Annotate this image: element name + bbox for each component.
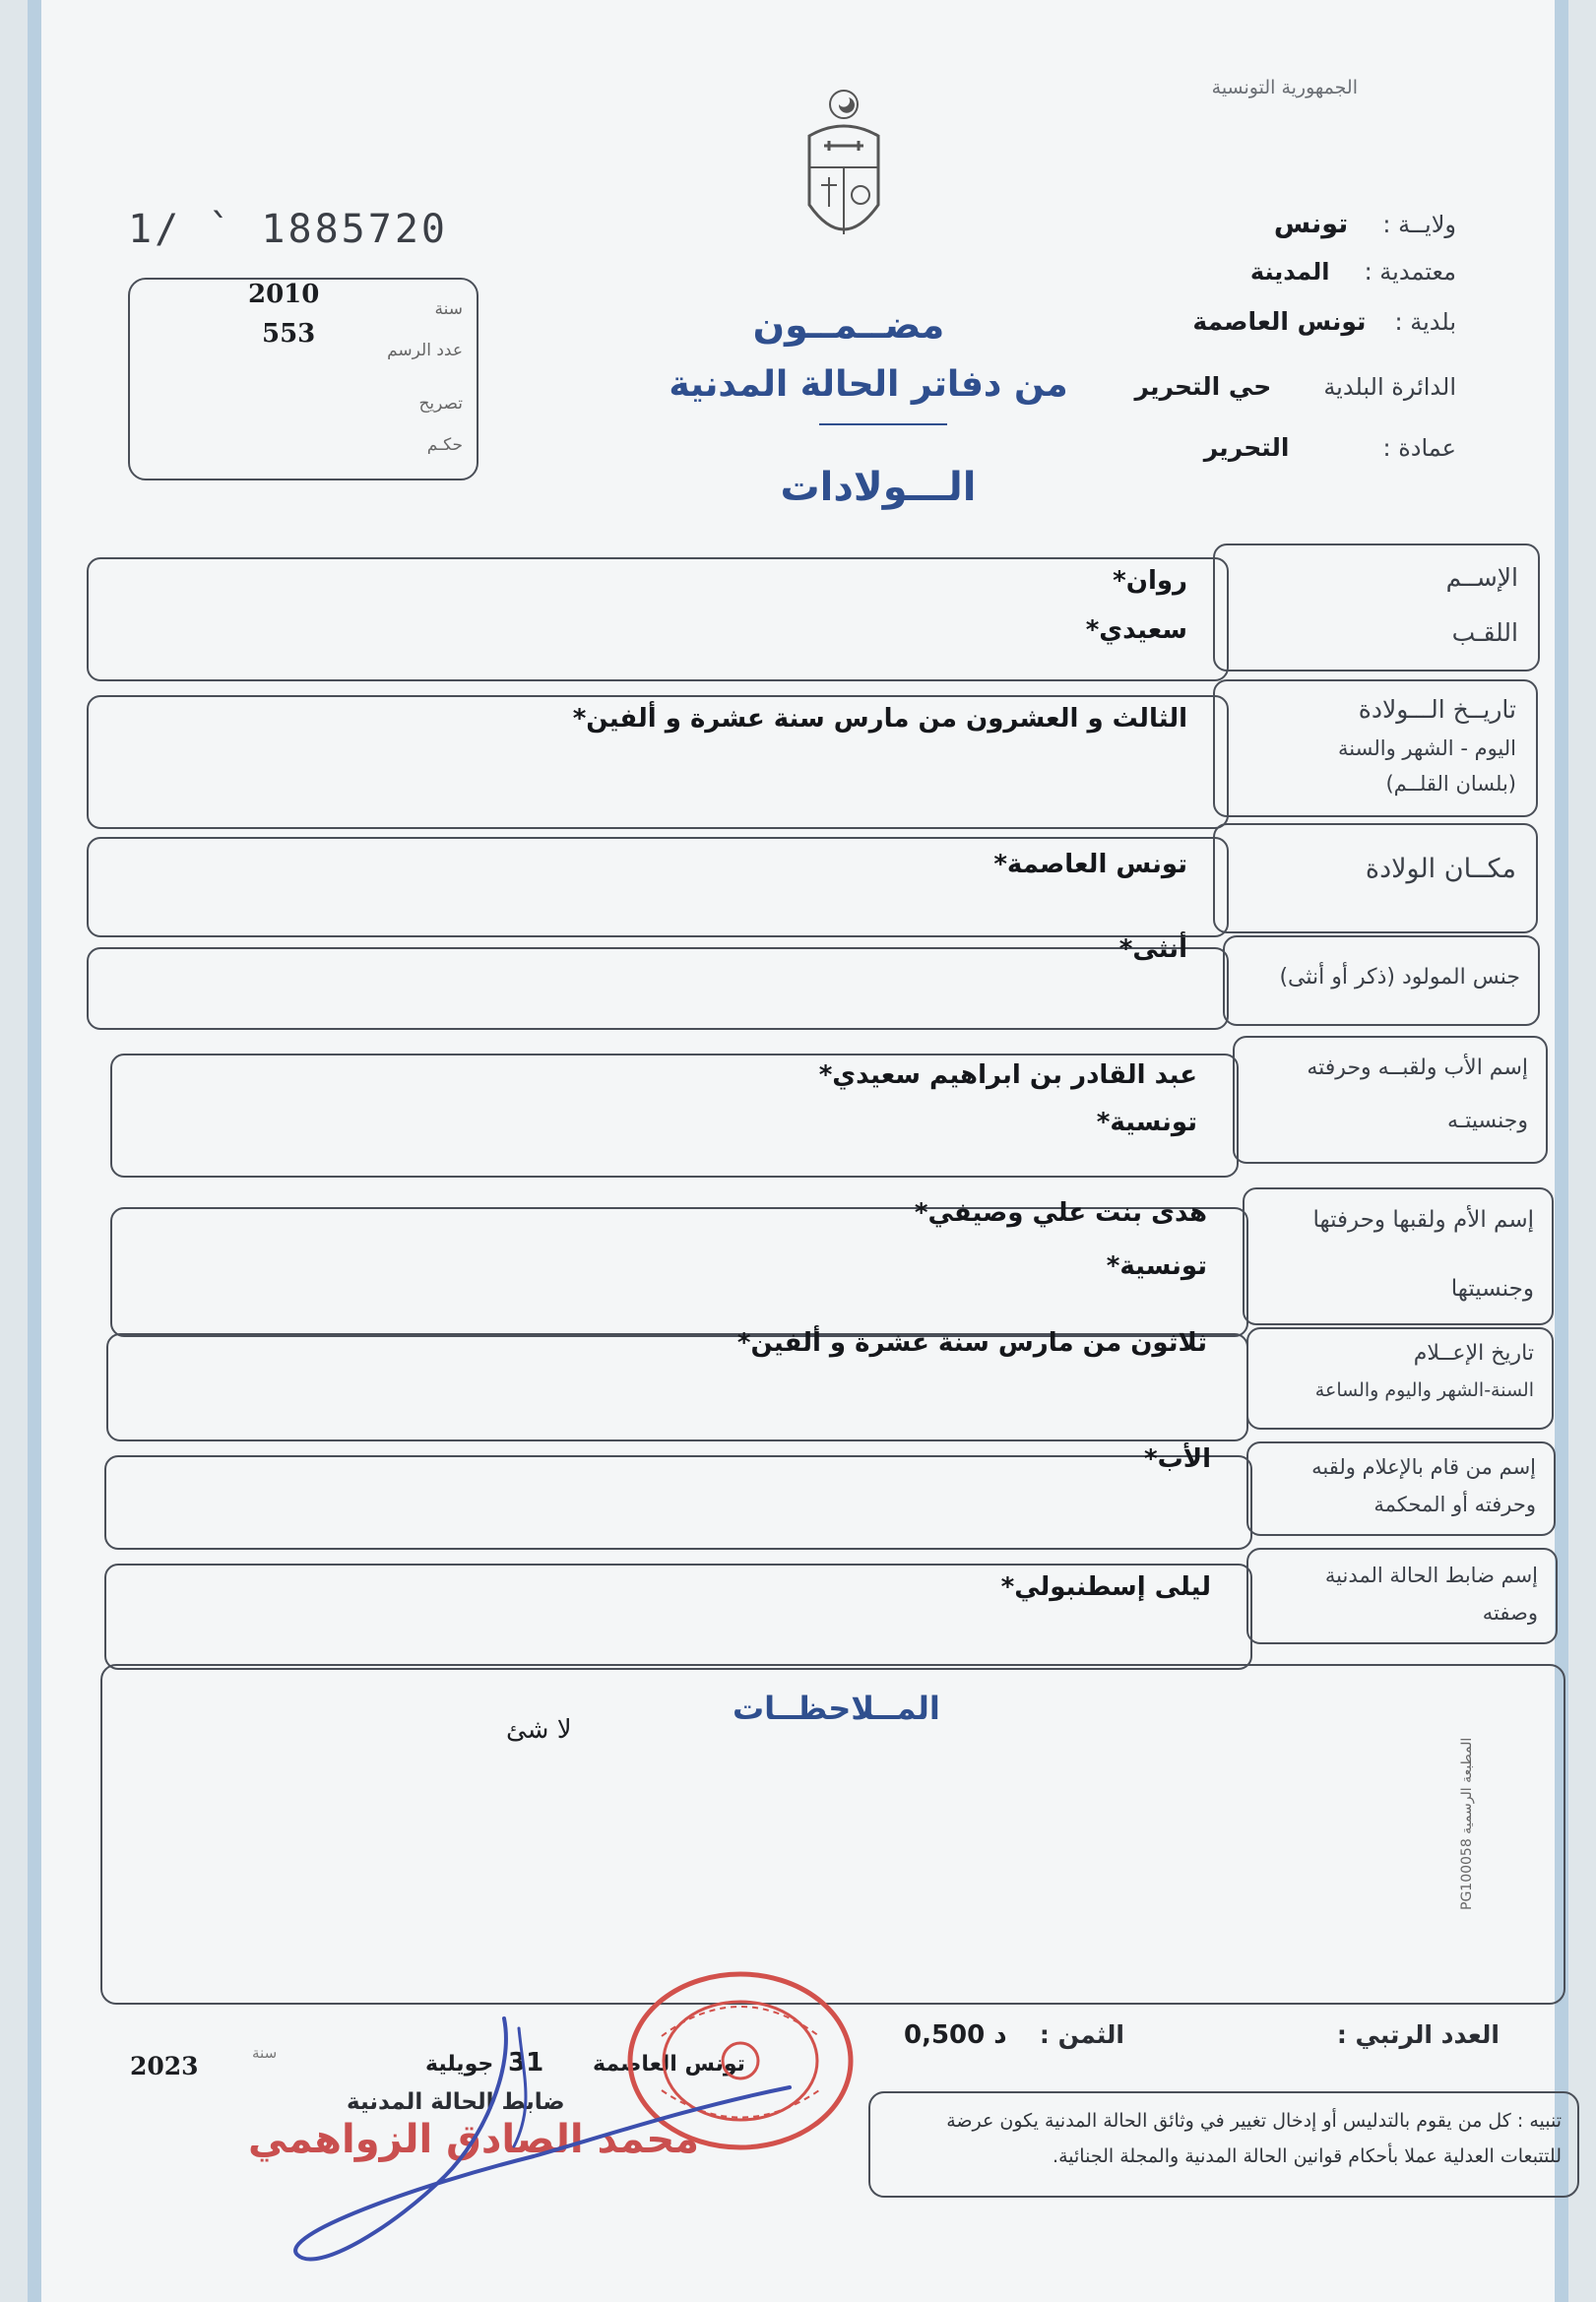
label-declaration-date: تاريخ الإعــلام xyxy=(1413,1341,1534,1366)
record-info-box xyxy=(128,278,479,480)
value-registrar: ليلى إسطنبولي* xyxy=(1000,1572,1211,1602)
remarks-box xyxy=(100,1664,1565,2005)
label-box-mother xyxy=(1243,1187,1554,1325)
label-gender: جنس المولود (ذكر أو أنثى) xyxy=(1279,965,1520,990)
value-box-mother xyxy=(110,1198,1248,1337)
label-registrar: إسم ضابط الحالة المدنية xyxy=(1324,1564,1538,1587)
state-label: ولايــة : xyxy=(1382,211,1456,238)
imada-line xyxy=(944,433,1456,462)
record-number-value: 553 xyxy=(262,319,316,349)
footer-year-value: 2023 xyxy=(130,2052,199,2080)
label-box-birth-date xyxy=(1213,679,1538,817)
value-box-birth-date xyxy=(87,695,1229,829)
officer-name-stamp: محمد الصادق الزواهمي xyxy=(248,2117,700,2162)
delegation-line xyxy=(944,258,1456,286)
judgment-label: حكـم xyxy=(426,435,463,455)
label-surname: اللقـب xyxy=(1451,618,1518,647)
remarks-title: المــلاحظــات xyxy=(733,1690,940,1727)
label-father: إسم الأب ولقبــه وحرفته xyxy=(1307,1055,1528,1080)
serial-number-label: العدد الرتبي : xyxy=(1336,2020,1500,2049)
title-line2: من دفاتر الحالة المدنية xyxy=(669,364,1068,405)
value-mother: هدى بنت علي وصيفي* xyxy=(914,1198,1207,1228)
value-box-name xyxy=(87,557,1229,681)
title-underline xyxy=(819,423,947,425)
municipality-value: تونس العاصمة xyxy=(1192,307,1367,336)
footer-day: 31 xyxy=(508,2048,544,2078)
officer-title: ضابط الحالة المدنية xyxy=(347,2089,565,2115)
value-box-father xyxy=(110,1054,1239,1178)
label-declaration-date-format: السنة-الشهر واليوم والساعة xyxy=(1314,1379,1534,1401)
value-father: عبد القادر بن ابراهيم سعيدي* xyxy=(818,1060,1197,1090)
label-birth-date-format: اليوم - الشهر والسنة xyxy=(1338,736,1516,760)
footer-month: جويلية xyxy=(425,2052,494,2077)
value-declaration-date: ثلاثون من مارس سنة عشرة و ألفين* xyxy=(736,1328,1207,1358)
label-box-gender xyxy=(1223,935,1540,1026)
delegation-label: معتمدية : xyxy=(1364,258,1456,286)
price-value: 0,500 د xyxy=(904,2020,1007,2050)
value-box-registrar xyxy=(104,1564,1252,1670)
label-box-birth-place xyxy=(1213,823,1538,933)
label-box-name xyxy=(1213,544,1540,671)
value-father-nationality: تونسية* xyxy=(1096,1108,1197,1137)
footer-place: تونس العاصمة xyxy=(593,2052,745,2077)
label-birth-place: مكــان الولادة xyxy=(1365,854,1516,884)
document-number: 1/ ` 1885720 xyxy=(128,207,448,252)
value-box-declaration-date xyxy=(106,1328,1248,1441)
footer-year-label: سنة xyxy=(252,2044,278,2062)
value-gender: أنثى* xyxy=(1118,934,1187,964)
value-declarant: الأب* xyxy=(1144,1444,1211,1474)
record-year-label: سنة xyxy=(434,299,463,319)
label-name: الإســم xyxy=(1445,563,1518,592)
state-value: تونس xyxy=(1273,209,1349,239)
republic-header: الجمهورية التونسية xyxy=(1211,77,1358,98)
label-birth-date: تاريــخ الـــولادة xyxy=(1358,695,1516,724)
value-box-declarant xyxy=(104,1444,1252,1550)
record-number-label: عدد الرسم xyxy=(387,341,463,360)
label-registrar-title: وصفته xyxy=(1482,1601,1538,1625)
remarks-value: لا شئ xyxy=(506,1715,572,1745)
value-birth-date: الثالث و العشرون من مارس سنة عشرة و ألفين* xyxy=(572,704,1187,734)
declaration-label: تصريح xyxy=(418,394,463,414)
officer-signature xyxy=(278,1989,829,2284)
label-mother-nationality: وجنسيتها xyxy=(1450,1276,1534,1302)
label-mother: إسم الأم ولقبها وحرفتها xyxy=(1312,1207,1534,1233)
label-box-registrar xyxy=(1246,1548,1558,1644)
label-declarant-court: وحرفته أو المحكمة xyxy=(1373,1493,1536,1516)
value-box-birth-place xyxy=(87,837,1229,937)
record-year-value: 2010 xyxy=(248,280,320,309)
value-name: روان* xyxy=(1113,566,1187,596)
label-birth-date-words: (بلسان القلــم) xyxy=(1385,772,1516,796)
value-birth-place: تونس العاصمة* xyxy=(993,850,1187,879)
label-box-declaration-date xyxy=(1246,1327,1554,1430)
value-box-gender xyxy=(87,934,1229,1030)
label-box-father xyxy=(1233,1036,1548,1164)
label-box-declarant xyxy=(1246,1441,1556,1536)
label-declarant: إسم من قام بالإعلام ولقبه xyxy=(1311,1455,1536,1479)
value-mother-nationality: تونسية* xyxy=(1106,1251,1207,1281)
title-line1: مضــمــون xyxy=(752,303,945,347)
document-sheet xyxy=(28,0,1568,2302)
price-label: الثمن : xyxy=(1039,2020,1124,2049)
municipality-label: بلدية : xyxy=(1394,308,1456,336)
imada-value: التحرير xyxy=(1203,433,1290,462)
side-print-label: المطبعة الرسمية PG100058 xyxy=(1459,1737,1475,1910)
label-father-nationality: وجنسيتـه xyxy=(1446,1109,1528,1133)
state-line xyxy=(944,209,1456,239)
value-surname: سعيدي* xyxy=(1085,615,1187,645)
coat-of-arms-emblem xyxy=(790,87,898,259)
district-value: حي التحرير xyxy=(1134,372,1272,401)
section-title: الـــولادات xyxy=(780,465,977,510)
imada-label: عمادة : xyxy=(1382,434,1456,462)
legal-notice-text: تنبيه : كل من يقوم بالتدليس أو إدخال تغيير في وثائق الحالة المدنية يكون عرضة للتتبعات العدلية عملا بأحكام قوانين الحالة المدنية والمجلة الجنائية. xyxy=(946,2110,1562,2168)
legal-notice-box xyxy=(868,2091,1579,2198)
district-label: الدائرة البلدية xyxy=(1323,373,1456,401)
delegation-value: المدينة xyxy=(1249,258,1330,286)
